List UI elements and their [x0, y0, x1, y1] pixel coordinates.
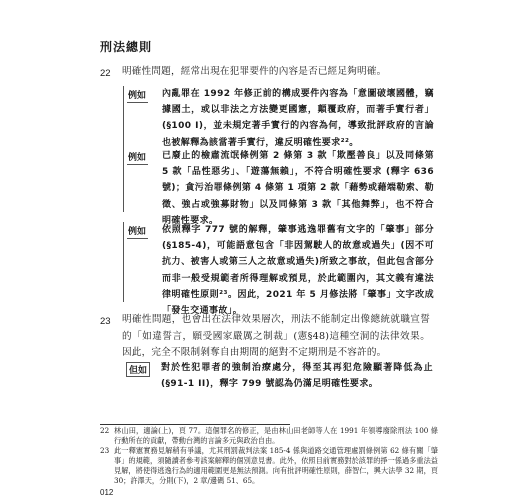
- footnote-text: 此一釋憲實務見解稍有爭議，尤其刑罰裁判法案 185-4 係與道路交通管理處罰條例第 62 條有關「肇事」的規範，須隨讀者參考該案解釋的個別意見書。此外，依照目前實務對於該罪的掙一係過多重法益見解，將使得逃逸行為的適用範圍更是無法預測。向有批評明確性原則，薛智仁，興大法學 32 期，頁 30；許澤天，分則(下)，2 章/邊碼 51、65。: [114, 446, 438, 485]
- example-box: [123, 222, 434, 317]
- page-folio: 012: [100, 488, 114, 497]
- footnote-text: 林山田，適論(上)，頁 77。這個罪名的修正，是由林山田老師等人在 1991 年領導廢除刑法 100 條行動所在的貢獻，帶動台灣的言論多元與政治自由。: [114, 426, 438, 445]
- example-text: 內亂罪在 1992 年修正前的構成要件內容為「意圖破壞國體，竊據國土，或以非法之方法變更國憲，顛覆政府，而著手實行者」(§100 I)，並未規定著手實行的內容為何，導致批評政府的言論也被解釋為該當著手實行，違反明確性要求²²。: [162, 89, 434, 148]
- footnote-number: 23: [100, 446, 110, 455]
- note-tag: 但如: [126, 362, 150, 377]
- running-header: 刑法總則: [100, 40, 153, 54]
- example-tag: 例如: [127, 224, 148, 239]
- footnote: [100, 446, 440, 486]
- footnote: [100, 426, 440, 446]
- paragraph-text: 明確性問題，經常出現在犯罪要件的內容是否已經足夠明確。: [122, 66, 387, 77]
- note-box: [123, 360, 433, 400]
- footnote-number: 22: [100, 426, 110, 435]
- example-tag: 例如: [127, 150, 148, 165]
- note-text: 對於性犯罪者的強制治療處分，得至其再犯危險顯著降低為止(§91-1 II)，釋字 799 號認為仍滿足明確性要求。: [161, 363, 433, 390]
- example-text: 依照釋字 777 號的解釋，肇事逃逸罪舊有文字的「肇事」部分(§185-4)，可能語意包含「非因駕駛人的故意或過失」(因不可抗力、被害人或第三人之故意或過失)所致之事故，但此包含部分而非一般受規範者所得理解或預見，於此範圍內，其文義有違法律明確性原則²³。因此，2021 年 5 月修法將「肇事」文字改成「發生交通事故」。: [162, 225, 434, 317]
- example-tag: 例如: [127, 88, 148, 103]
- paragraph-number: 22: [100, 68, 111, 79]
- example-box: [123, 86, 434, 148]
- footnote-rule: [100, 424, 290, 425]
- paragraph-number: 23: [100, 316, 111, 327]
- example-text: 已廢止的檢肅流氓條例第 2 條第 3 款「欺壓善良」以及同條第 5 款「品性惡劣」、「遊蕩無賴」，不符合明確性要求 (釋字 636 號)；貪污治罪條例第 4 條第 1 項第 2 款「藉勢或藉端勒索、勒徵、強占或強募財物」以及同條第 3 款「其他舞弊」，也不符合明確性要求。: [162, 151, 434, 226]
- example-box: [123, 148, 434, 226]
- paragraph-text: 明確性問題，也會出在法律效果層次，刑法不能制定出像總統就職宣誓的「如違誓言，願受國家嚴厲之制裁」(憲§48)這種空洞的法律效果。因此，完全不限制剝奪自由期間的絕對不定期刑是不容許的。: [122, 314, 430, 358]
